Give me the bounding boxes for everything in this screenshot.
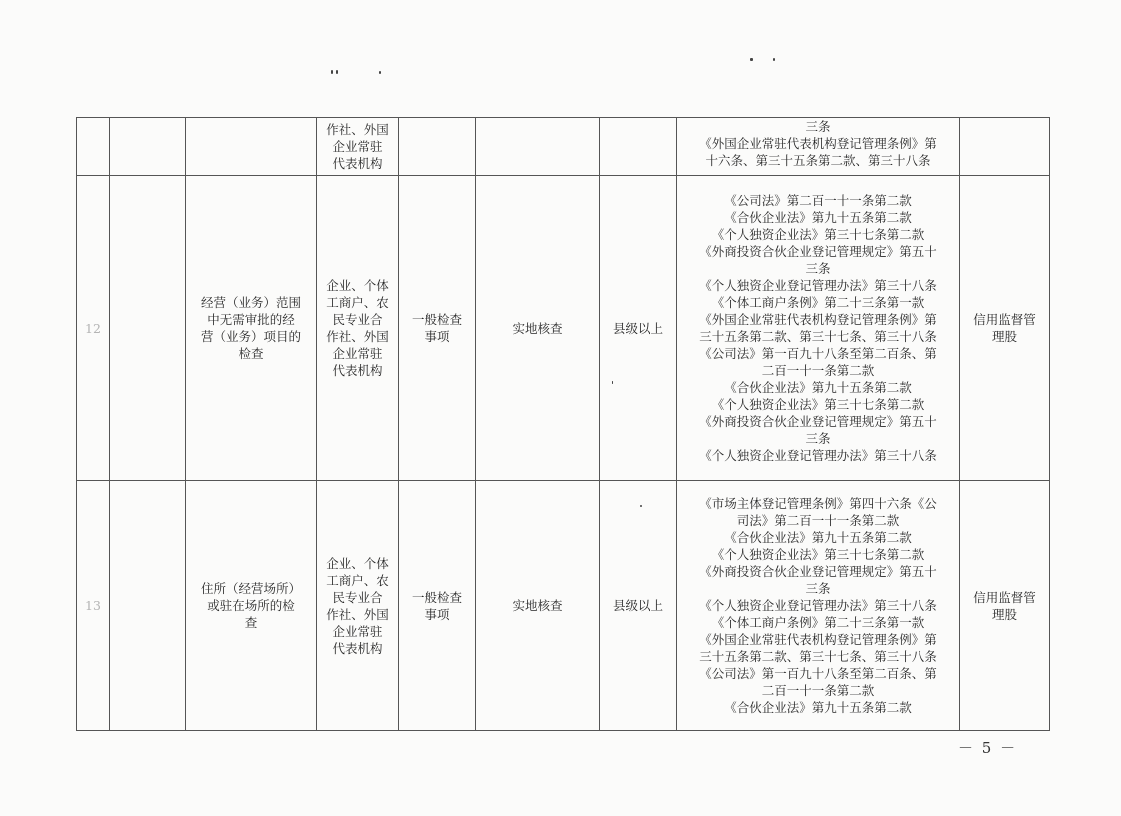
text-line: 《公司法》第二百一十一条第二款 [724,193,912,208]
table-body [77,118,1050,731]
text-line: 《个人独资企业登记管理办法》第三十八条 [699,448,937,463]
text-line: 企业常驻 [332,139,383,154]
level-cell: 县级以上 [600,481,677,731]
text-line: 《合伙企业法》第九十五条第二款 [724,380,912,395]
page-number: － 5 － [958,739,1018,757]
table-row [77,176,1050,481]
text-line: 中无需审批的经 [207,312,295,327]
blank-cell [110,118,186,176]
object-cell [317,481,399,731]
text-line: 工商户、农 [326,572,389,588]
text-line: 作社、外国 [326,122,389,137]
department-cell [960,481,1050,731]
blank-cell [110,481,186,731]
text-line: 一般检查 [411,312,462,327]
table-row [77,481,1050,731]
item-name-cell [186,176,317,481]
legal-basis-cell [677,118,960,176]
text-line: 信用监督管 [973,589,1036,605]
text-line: 《个体工商户条例》第二十三条第一款 [711,615,925,630]
text-line: 事项 [424,329,450,344]
category-cell [399,481,476,731]
text-line: 二百一十一条第二款 [761,683,875,698]
method-cell: 实地核查 [476,176,600,481]
inspection-items-table [76,117,1050,731]
level-cell [600,118,677,176]
text-line: 《公司法》第一百九十八条至第二百条、第 [699,346,937,361]
text-line: 企业、个体 [326,278,389,293]
text-line: 营（业务）项目的 [200,329,301,344]
text-line: 检查 [238,346,264,361]
category-cell [399,118,476,176]
text-line: 企业常驻 [332,346,383,361]
text-line: 民专业合 [332,589,383,605]
text-line: 经营（业务）范围 [200,295,301,310]
text-line: 理股 [991,606,1017,622]
legal-basis-cell [677,481,960,731]
text-line: 企业、个体 [326,555,389,571]
text-line: 十六条、第三十五条第二款、第三十八条 [705,153,931,168]
row-number: 13 [77,481,110,731]
text-line: 三十五条第二款、第三十七条、第三十八条 [699,649,937,664]
text-line: 《个人独资企业登记管理办法》第三十八条 [699,278,937,293]
text-line: 一般检查 [411,589,462,605]
text-line: 三十五条第二款、第三十七条、第三十八条 [699,329,937,344]
text-line: 企业常驻 [332,623,383,639]
row-number [77,118,110,176]
text-line: 作社、外国 [326,606,389,622]
object-cell [317,118,399,176]
table-row [77,118,1050,176]
text-line: 三条 [805,261,831,276]
text-line: 《合伙企业法》第九十五条第二款 [724,530,912,545]
text-line: 三条 [805,431,831,446]
legal-basis-cell [677,176,960,481]
method-cell: 实地核查 [476,481,600,731]
text-line: 二百一十一条第二款 [761,363,875,378]
text-line: 三条 [805,581,831,596]
text-line: 事项 [424,606,450,622]
text-line: 《合伙企业法》第九十五条第二款 [724,210,912,225]
text-line: 《外国企业常驻代表机构登记管理条例》第 [699,136,937,151]
text-line: 《合伙企业法》第九十五条第二款 [724,700,912,715]
text-line: 三条 [805,119,831,134]
department-cell [960,176,1050,481]
text-line: 《市场主体登记管理条例》第四十六条《公 [699,496,937,511]
text-line: 《公司法》第一百九十八条至第二百条、第 [699,666,937,681]
text-line: 《个人独资企业法》第三十七条第二款 [711,397,925,412]
text-line: 《外商投资合伙企业登记管理规定》第五十 [699,244,937,259]
text-line: 代表机构 [332,363,383,378]
text-line: 作社、外国 [326,329,389,344]
text-line: 司法》第二百一十一条第二款 [736,513,900,528]
item-name-cell [186,481,317,731]
text-line: 《个体工商户条例》第二十三条第一款 [711,295,925,310]
text-line: 《个人独资企业法》第三十七条第二款 [711,547,925,562]
object-cell [317,176,399,481]
text-line: 查 [244,615,258,630]
text-line: 代表机构 [332,640,383,656]
text-line: 民专业合 [332,312,383,327]
row-number: 12 [77,176,110,481]
text-line: 《外商投资合伙企业登记管理规定》第五十 [699,564,937,579]
text-line: 住所（经营场所） [200,581,301,596]
department-cell [960,118,1050,176]
text-line: 代表机构 [332,156,383,171]
text-line: 或驻在场所的检 [207,598,295,613]
text-line: 《个人独资企业登记管理办法》第三十八条 [699,598,937,613]
text-line: 《外国企业常驻代表机构登记管理条例》第 [699,312,937,327]
category-cell [399,176,476,481]
item-name-cell [186,118,317,176]
text-line: 理股 [991,329,1017,344]
text-line: 工商户、农 [326,295,389,310]
text-line: 《外国企业常驻代表机构登记管理条例》第 [699,632,937,647]
method-cell [476,118,600,176]
level-cell: 县级以上 [600,176,677,481]
text-line: 《外商投资合伙企业登记管理规定》第五十 [699,414,937,429]
blank-cell [110,176,186,481]
text-line: 信用监督管 [973,312,1036,327]
text-line: 《个人独资企业法》第三十七条第二款 [711,227,925,242]
